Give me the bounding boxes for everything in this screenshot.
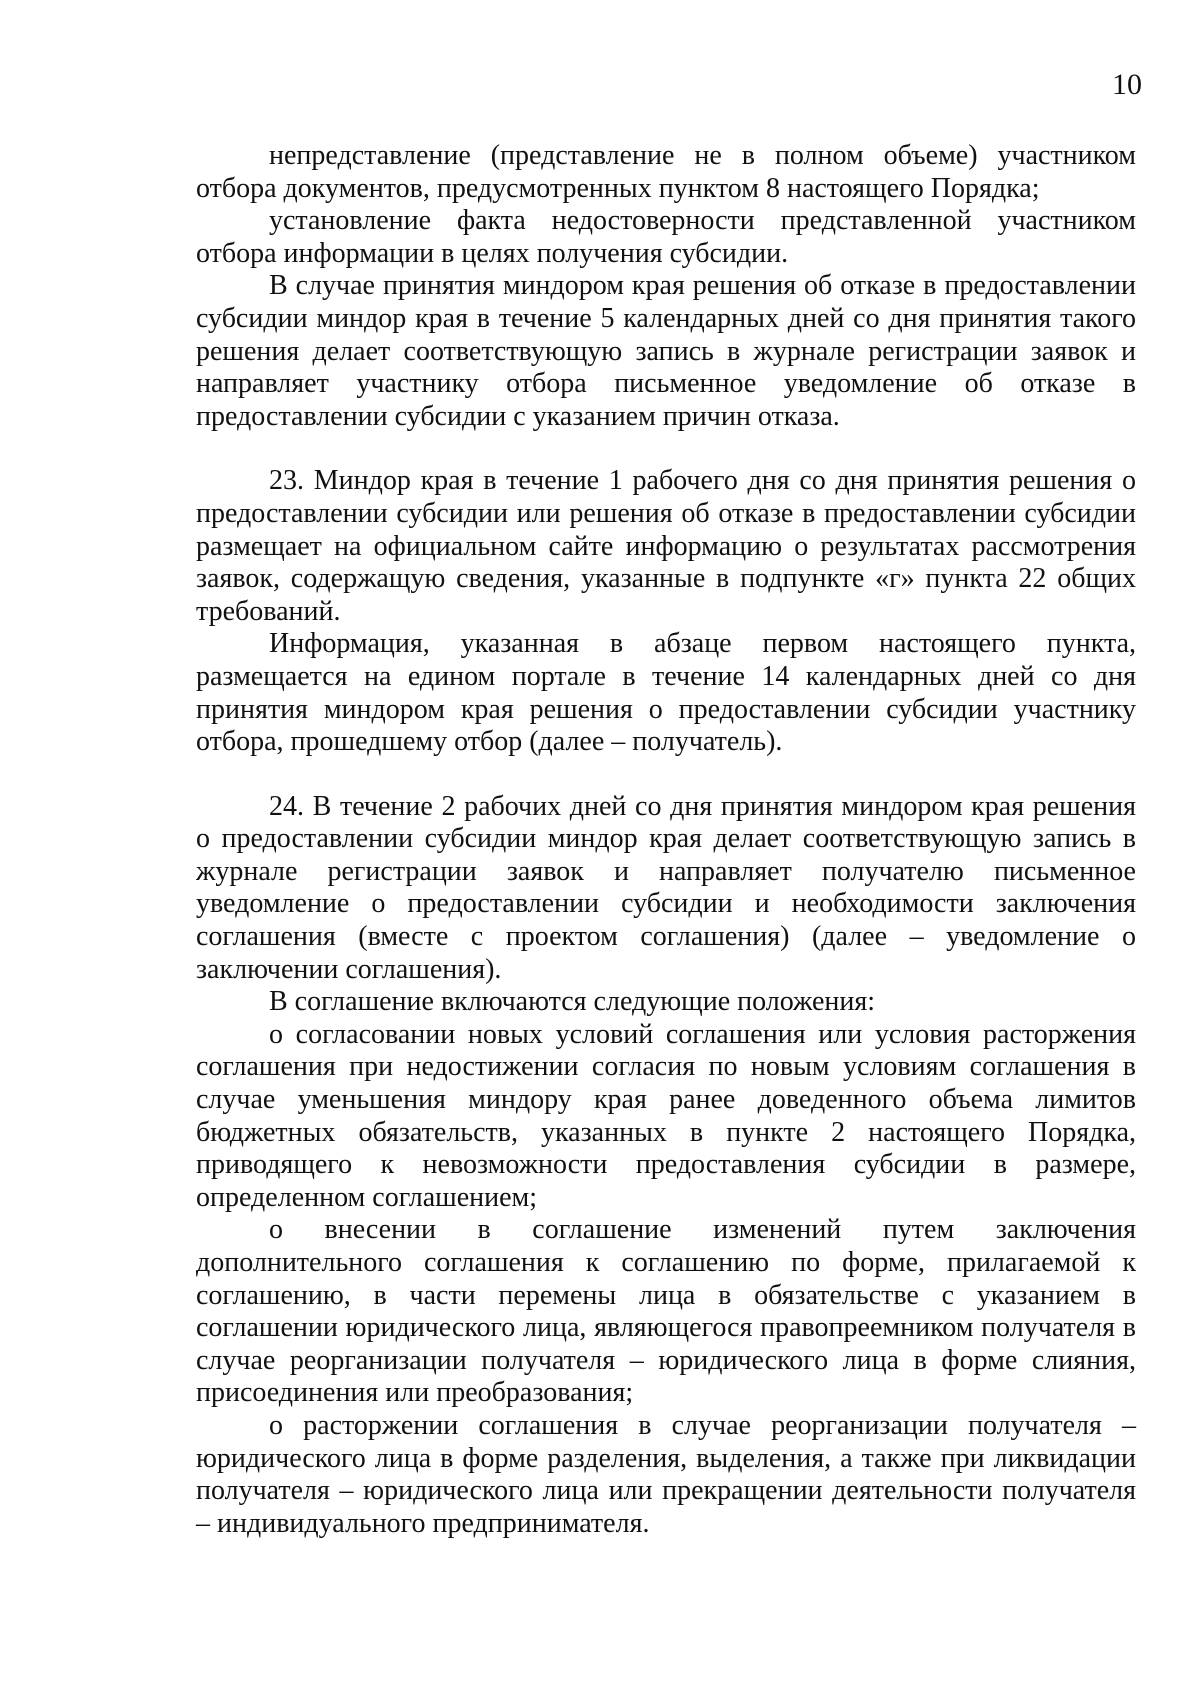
paragraph-item-23: 23. Миндор края в течение 1 рабочего дня со дня принятия решения о предоставлении субсидии или решения об отказе в предоставлении субсидии размещает на официальном сайте информацию о результатах рассмотрения заявок, содержащую сведения, указанные в подпункте «г» пункта 22 общих требований.: [196, 465, 1136, 627]
paragraph-false-information: установление факта недостоверности представленной участником отбора информации в целях получения субсидии.: [196, 205, 1136, 269]
paragraph-new-conditions: о согласовании новых условий соглашения или условия расторжения соглашения при недостижении согласия по новым условиям соглашения в случае уменьшения миндору края ранее доведенного объема лимитов бюджетных обязательств, указанных в пункте 2 настоящего Порядка, приводящего к невозможности предоставления субсидии в размере, определенном соглашением;: [196, 1018, 1136, 1213]
paragraph-termination: о расторжении соглашения в случае реорганизации получателя – юридического лица в форме разделения, выделения, а также при ликвидации получателя – юридического лица или прекращении деятельности получателя – индивидуального предпринимателя.: [196, 1409, 1136, 1539]
document-body: [196, 140, 1136, 1540]
paragraph-gap: [196, 759, 1136, 791]
paragraph-refusal-notice: В случае принятия миндором края решения об отказе в предоставлении субсидии миндор края в течение 5 календарных дней со дня принятия такого решения делает соответствующую запись в журнале регистрации заявок и направляет участнику отбора письменное уведомление об отказе в предоставлении субсидии с указанием причин отказа.: [196, 270, 1136, 432]
paragraph-gap: [196, 433, 1136, 465]
page-number: 10: [1112, 68, 1142, 101]
paragraph-item-24: 24. В течение 2 рабочих дней со дня принятия миндором края решения о предоставлении субсидии миндор края делает соответствующую запись в журнале регистрации заявок и направляет получателю письменное уведомление о предоставлении субсидии и необходимости заключения соглашения (вместе с проектом соглашения) (далее – уведомление о заключении соглашения).: [196, 790, 1136, 985]
paragraph-nonsubmission: непредставление (представление не в полном объеме) участником отбора документов, предусмотренных пунктом 8 настоящего Порядка;: [196, 140, 1136, 204]
paragraph-amendments: о внесении в соглашение изменений путем заключения дополнительного соглашения к соглашению по форме, прилагаемой к соглашению, в части перемены лица в обязательстве с указанием в соглашении юридического лица, являющегося правопреемником получателя в случае реорганизации получателя – юридического лица в форме слияния, присоединения или преобразования;: [196, 1214, 1136, 1409]
paragraph-portal-publication: Информация, указанная в абзаце первом настоящего пункта, размещается на едином портале в течение 14 календарных дней со дня принятия миндором края решения о предоставлении субсидии участнику отбора, прошедшему отбор (далее – получатель).: [196, 628, 1136, 758]
paragraph-agreement-provisions: В соглашение включаются следующие положения:: [269, 986, 876, 1018]
